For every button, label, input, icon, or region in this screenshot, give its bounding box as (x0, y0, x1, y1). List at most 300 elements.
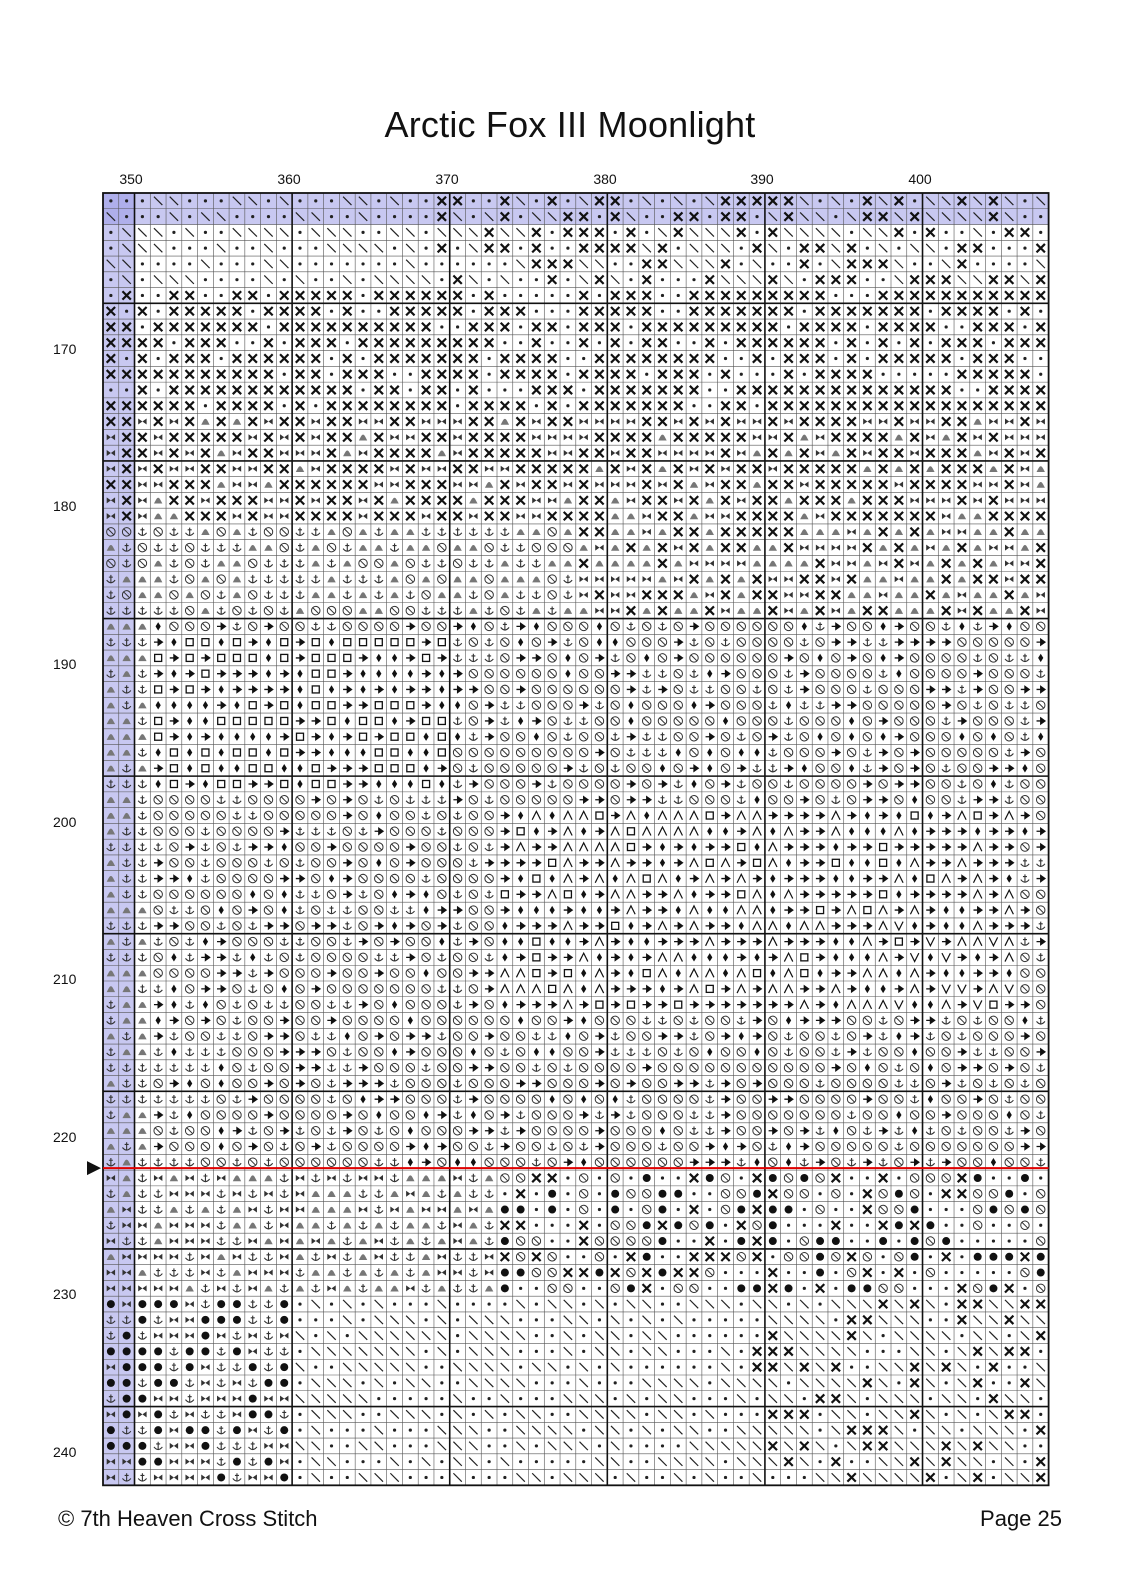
row-label-230: 230 (53, 1286, 77, 1302)
symbol-dot (913, 373, 916, 376)
symbol-filled-circle (643, 1253, 651, 1261)
symbol-dot (141, 215, 144, 218)
symbol-dot (1023, 1460, 1026, 1463)
symbol-dot (629, 1366, 632, 1369)
symbol-filled-circle (249, 1395, 257, 1403)
symbol-dot (472, 1397, 475, 1400)
symbol-dot (929, 262, 932, 265)
symbol-dot (724, 1287, 727, 1290)
symbol-filled-circle (138, 1316, 146, 1324)
symbol-dot (535, 278, 538, 281)
symbol-filled-circle (643, 1221, 651, 1229)
symbol-dot (850, 1239, 853, 1242)
symbol-dot (629, 1381, 632, 1384)
symbol-filled-circle (501, 1284, 509, 1292)
symbol-dot (945, 1350, 948, 1353)
symbol-dot (803, 310, 806, 313)
symbol-dot (882, 1334, 885, 1337)
symbol-dot (755, 231, 758, 234)
symbol-dot (346, 262, 349, 265)
symbol-dot (141, 262, 144, 265)
symbol-dot (377, 215, 380, 218)
symbol-filled-circle (264, 1458, 272, 1466)
symbol-filled-circle (879, 1237, 887, 1245)
symbol-dot (740, 357, 743, 360)
symbol-dot (535, 1302, 538, 1305)
symbol-dot (1023, 262, 1026, 265)
column-label-390: 390 (750, 171, 774, 187)
symbol-dot (929, 1287, 932, 1290)
symbol-dot (456, 325, 459, 328)
symbol-dot (945, 1287, 948, 1290)
symbol-dot (834, 1444, 837, 1447)
symbol-dot (787, 1302, 790, 1305)
symbol-filled-circle (753, 1190, 761, 1198)
symbol-dot (346, 1460, 349, 1463)
symbol-dot (708, 404, 711, 407)
symbol-dot (551, 1239, 554, 1242)
symbol-dot (488, 388, 491, 391)
symbol-dot (157, 215, 160, 218)
symbol-dot (472, 1302, 475, 1305)
symbol-dot (1008, 1271, 1011, 1274)
symbol-dot (220, 294, 223, 297)
symbol-dot (850, 231, 853, 234)
row-label-220: 220 (53, 1129, 77, 1145)
symbol-dot (456, 1381, 459, 1384)
symbol-dot (692, 1318, 695, 1321)
symbol-filled-circle (233, 1458, 241, 1466)
symbol-dot (614, 1476, 617, 1479)
symbol-dot (488, 278, 491, 281)
symbol-dot (834, 1208, 837, 1211)
symbol-dot (629, 1334, 632, 1337)
symbol-dot (566, 1176, 569, 1179)
symbol-dot (882, 1350, 885, 1353)
symbol-dot (1008, 1176, 1011, 1179)
symbol-filled-circle (186, 1363, 194, 1371)
symbol-filled-circle (154, 1410, 162, 1418)
symbol-dot (755, 215, 758, 218)
symbol-dot (992, 1271, 995, 1274)
symbol-dot (204, 199, 207, 202)
symbol-dot (598, 1318, 601, 1321)
symbol-dot (551, 1350, 554, 1353)
symbol-dot (598, 1192, 601, 1195)
symbol-dot (677, 1366, 680, 1369)
symbol-filled-circle (123, 1332, 131, 1340)
symbol-filled-circle (107, 1442, 115, 1450)
symbol-dot (692, 1350, 695, 1353)
symbol-dot (629, 1460, 632, 1463)
symbol-dot (945, 1208, 948, 1211)
symbol-dot (393, 247, 396, 250)
page-title: Arctic Fox III Moonlight (384, 104, 756, 145)
symbol-filled-circle (769, 1206, 777, 1214)
symbol-dot (897, 373, 900, 376)
symbol-dot (456, 1318, 459, 1321)
symbol-filled-circle (280, 1426, 288, 1434)
symbol-filled-circle (249, 1363, 257, 1371)
symbol-dot (488, 357, 491, 360)
symbol-dot (330, 1366, 333, 1369)
symbol-filled-circle (1037, 1253, 1045, 1261)
symbol-dot (929, 1208, 932, 1211)
symbol-filled-circle (123, 1442, 131, 1450)
symbol-dot (945, 1224, 948, 1227)
symbol-dot (330, 357, 333, 360)
symbol-dot (1023, 357, 1026, 360)
symbol-filled-circle (706, 1174, 714, 1182)
symbol-dot (834, 215, 837, 218)
symbol-filled-circle (989, 1284, 997, 1292)
symbol-dot (614, 1302, 617, 1305)
symbol-dot (787, 247, 790, 250)
symbol-dot (834, 1287, 837, 1290)
symbol-dot (992, 1239, 995, 1242)
symbol-dot (803, 1476, 806, 1479)
symbol-dot (472, 1476, 475, 1479)
symbol-dot (929, 1192, 932, 1195)
symbol-dot (661, 1444, 664, 1447)
symbol-dot (582, 1255, 585, 1258)
symbol-dot (141, 278, 144, 281)
symbol-filled-circle (658, 1190, 666, 1198)
symbol-filled-circle (658, 1206, 666, 1214)
symbol-dot (724, 1476, 727, 1479)
symbol-dot (787, 1476, 790, 1479)
symbol-dot (1008, 262, 1011, 265)
symbol-dot (298, 1302, 301, 1305)
symbol-dot (298, 231, 301, 234)
symbol-filled-circle (201, 1347, 209, 1355)
symbol-dot (330, 215, 333, 218)
symbol-dot (409, 215, 412, 218)
symbol-dot (677, 1255, 680, 1258)
column-label-400: 400 (908, 171, 932, 187)
symbol-dot (1008, 1366, 1011, 1369)
symbol-dot (929, 1318, 932, 1321)
symbol-filled-circle (517, 1206, 525, 1214)
symbol-filled-circle (737, 1284, 745, 1292)
symbol-dot (755, 1318, 758, 1321)
symbol-dot (945, 247, 948, 250)
column-label-350: 350 (119, 171, 143, 187)
symbol-dot (692, 1239, 695, 1242)
symbol-dot (677, 341, 680, 344)
symbol-dot (677, 294, 680, 297)
symbol-dot (724, 1318, 727, 1321)
symbol-dot (598, 1176, 601, 1179)
symbol-dot (724, 1429, 727, 1432)
symbol-filled-circle (233, 1300, 241, 1308)
symbol-dot (456, 1334, 459, 1337)
symbol-dot (866, 1350, 869, 1353)
symbol-dot (566, 310, 569, 313)
symbol-dot (614, 1397, 617, 1400)
symbol-dot (834, 1271, 837, 1274)
symbol-dot (708, 215, 711, 218)
symbol-filled-circle (233, 1347, 241, 1355)
symbol-dot (409, 1397, 412, 1400)
symbol-dot (551, 1381, 554, 1384)
symbol-filled-circle (123, 1379, 131, 1387)
symbol-dot (834, 1318, 837, 1321)
symbol-dot (283, 341, 286, 344)
symbol-filled-circle (548, 1206, 556, 1214)
symbol-dot (818, 1460, 821, 1463)
symbol-filled-circle (154, 1379, 162, 1387)
symbol-filled-circle (280, 1316, 288, 1324)
symbol-filled-circle (217, 1316, 225, 1324)
symbol-dot (346, 1334, 349, 1337)
symbol-dot (960, 1255, 963, 1258)
symbol-dot (834, 357, 837, 360)
symbol-dot (157, 357, 160, 360)
symbol-dot (724, 1334, 727, 1337)
symbol-dot (960, 1224, 963, 1227)
symbol-filled-circle (138, 1363, 146, 1371)
symbol-dot (440, 262, 443, 265)
symbol-dot (314, 199, 317, 202)
symbol-filled-circle (816, 1253, 824, 1261)
symbol-dot (503, 388, 506, 391)
symbol-dot (1039, 357, 1042, 360)
symbol-filled-circle (264, 1410, 272, 1418)
symbol-dot (298, 1413, 301, 1416)
symbol-dot (960, 1271, 963, 1274)
symbol-dot (1008, 247, 1011, 250)
symbol-filled-circle (123, 1395, 131, 1403)
symbol-dot (535, 1334, 538, 1337)
symbol-dot (519, 294, 522, 297)
symbol-dot (551, 1460, 554, 1463)
symbol-dot (582, 1302, 585, 1305)
symbol-dot (708, 1318, 711, 1321)
symbol-dot (409, 199, 412, 202)
symbol-dot (566, 357, 569, 360)
symbol-dot (1039, 373, 1042, 376)
symbol-dot (866, 278, 869, 281)
symbol-dot (377, 1460, 380, 1463)
symbol-dot (582, 1429, 585, 1432)
symbol-dot (456, 247, 459, 250)
symbol-dot (771, 1476, 774, 1479)
symbol-dot (740, 1302, 743, 1305)
symbol-dot (598, 1381, 601, 1384)
symbol-filled-circle (1021, 1206, 1029, 1214)
symbol-dot (330, 1302, 333, 1305)
symbol-dot (551, 310, 554, 313)
symbol-dot (882, 373, 885, 376)
symbol-dot (424, 231, 427, 234)
symbol-dot (409, 388, 412, 391)
symbol-dot (945, 373, 948, 376)
symbol-dot (1023, 1287, 1026, 1290)
symbol-dot (866, 341, 869, 344)
symbol-dot (960, 1334, 963, 1337)
symbol-dot (614, 1255, 617, 1258)
symbol-dot (771, 1255, 774, 1258)
symbol-dot (488, 1476, 491, 1479)
symbol-dot (409, 1444, 412, 1447)
row-label-190: 190 (53, 656, 77, 672)
symbol-dot (629, 199, 632, 202)
symbol-filled-circle (217, 1473, 225, 1481)
symbol-dot (724, 1413, 727, 1416)
symbol-dot (866, 294, 869, 297)
symbol-dot (629, 1444, 632, 1447)
symbol-dot (598, 294, 601, 297)
symbol-dot (361, 1318, 364, 1321)
symbol-dot (472, 262, 475, 265)
symbol-dot (929, 1397, 932, 1400)
symbol-dot (346, 1476, 349, 1479)
symbol-dot (976, 1271, 979, 1274)
symbol-dot (456, 388, 459, 391)
symbol-filled-circle (517, 1269, 525, 1277)
symbol-dot (692, 278, 695, 281)
symbol-dot (661, 1255, 664, 1258)
row-label-210: 210 (53, 971, 77, 987)
symbol-dot (661, 1476, 664, 1479)
symbol-dot (976, 1413, 979, 1416)
symbol-dot (724, 1271, 727, 1274)
symbol-filled-circle (1005, 1253, 1013, 1261)
symbol-filled-circle (154, 1426, 162, 1434)
symbol-dot (866, 1239, 869, 1242)
symbol-dot (850, 199, 853, 202)
symbol-dot (424, 1350, 427, 1353)
symbol-dot (251, 341, 254, 344)
symbol-dot (235, 247, 238, 250)
symbol-dot (283, 278, 286, 281)
symbol-dot (551, 231, 554, 234)
symbol-dot (393, 1381, 396, 1384)
symbol-dot (535, 1350, 538, 1353)
symbol-dot (724, 388, 727, 391)
symbol-dot (361, 231, 364, 234)
symbol-dot (1039, 231, 1042, 234)
symbol-dot (519, 388, 522, 391)
symbol-dot (361, 388, 364, 391)
symbol-dot (503, 294, 506, 297)
symbol-dot (1023, 1192, 1026, 1195)
symbol-filled-circle (926, 1221, 934, 1229)
symbol-filled-circle (201, 1442, 209, 1450)
symbol-dot (708, 1334, 711, 1337)
symbol-filled-circle (280, 1363, 288, 1371)
symbol-filled-circle (138, 1347, 146, 1355)
symbol-dot (866, 1397, 869, 1400)
symbol-dot (755, 1413, 758, 1416)
symbol-dot (850, 1460, 853, 1463)
symbol-filled-circle (911, 1253, 919, 1261)
symbol-dot (235, 341, 238, 344)
symbol-dot (283, 404, 286, 407)
symbol-dot (645, 1366, 648, 1369)
symbol-filled-circle (658, 1237, 666, 1245)
symbol-dot (566, 1239, 569, 1242)
symbol-dot (204, 247, 207, 250)
symbol-filled-circle (501, 1206, 509, 1214)
symbol-dot (409, 1476, 412, 1479)
symbol-dot (361, 1429, 364, 1432)
symbol-dot (945, 1271, 948, 1274)
symbol-dot (945, 325, 948, 328)
symbol-dot (945, 1318, 948, 1321)
symbol-dot (976, 1397, 979, 1400)
symbol-dot (960, 1208, 963, 1211)
symbol-filled-circle (769, 1174, 777, 1182)
symbol-dot (566, 325, 569, 328)
symbol-filled-circle (1005, 1190, 1013, 1198)
symbol-dot (803, 373, 806, 376)
symbol-dot (424, 1476, 427, 1479)
symbol-dot (866, 1460, 869, 1463)
symbol-filled-circle (186, 1426, 194, 1434)
symbol-dot (771, 357, 774, 360)
symbol-filled-circle (264, 1379, 272, 1387)
symbol-dot (724, 1397, 727, 1400)
symbol-dot (629, 262, 632, 265)
symbol-dot (535, 1224, 538, 1227)
symbol-dot (913, 1429, 916, 1432)
symbol-filled-circle (280, 1300, 288, 1308)
symbol-dot (724, 357, 727, 360)
symbol-filled-circle (201, 1426, 209, 1434)
symbol-dot (945, 1381, 948, 1384)
symbol-dot (393, 1397, 396, 1400)
symbol-dot (771, 373, 774, 376)
symbol-dot (125, 215, 128, 218)
symbol-dot (330, 1318, 333, 1321)
symbol-dot (677, 310, 680, 313)
symbol-dot (755, 373, 758, 376)
symbol-dot (566, 1366, 569, 1369)
symbol-dot (598, 1287, 601, 1290)
symbol-dot (661, 1429, 664, 1432)
symbol-dot (866, 1224, 869, 1227)
symbol-dot (188, 262, 191, 265)
symbol-dot (298, 262, 301, 265)
symbol-dot (960, 1429, 963, 1432)
symbol-dot (424, 199, 427, 202)
symbol-dot (614, 262, 617, 265)
symbol-dot (897, 341, 900, 344)
symbol-filled-circle (501, 1269, 509, 1277)
symbol-dot (566, 199, 569, 202)
symbol-dot (645, 231, 648, 234)
symbol-dot (771, 262, 774, 265)
symbol-dot (456, 404, 459, 407)
symbol-filled-circle (816, 1269, 824, 1277)
symbol-filled-circle (170, 1379, 178, 1387)
symbol-dot (1008, 1224, 1011, 1227)
symbol-dot (913, 199, 916, 202)
symbol-dot (818, 1224, 821, 1227)
symbol-dot (314, 247, 317, 250)
symbol-dot (850, 294, 853, 297)
symbol-filled-circle (154, 1458, 162, 1466)
symbol-dot (661, 1366, 664, 1369)
symbol-dot (535, 1381, 538, 1384)
symbol-filled-circle (627, 1284, 635, 1292)
symbol-dot (361, 278, 364, 281)
symbol-dot (314, 278, 317, 281)
symbol-dot (818, 199, 821, 202)
symbol-dot (661, 310, 664, 313)
